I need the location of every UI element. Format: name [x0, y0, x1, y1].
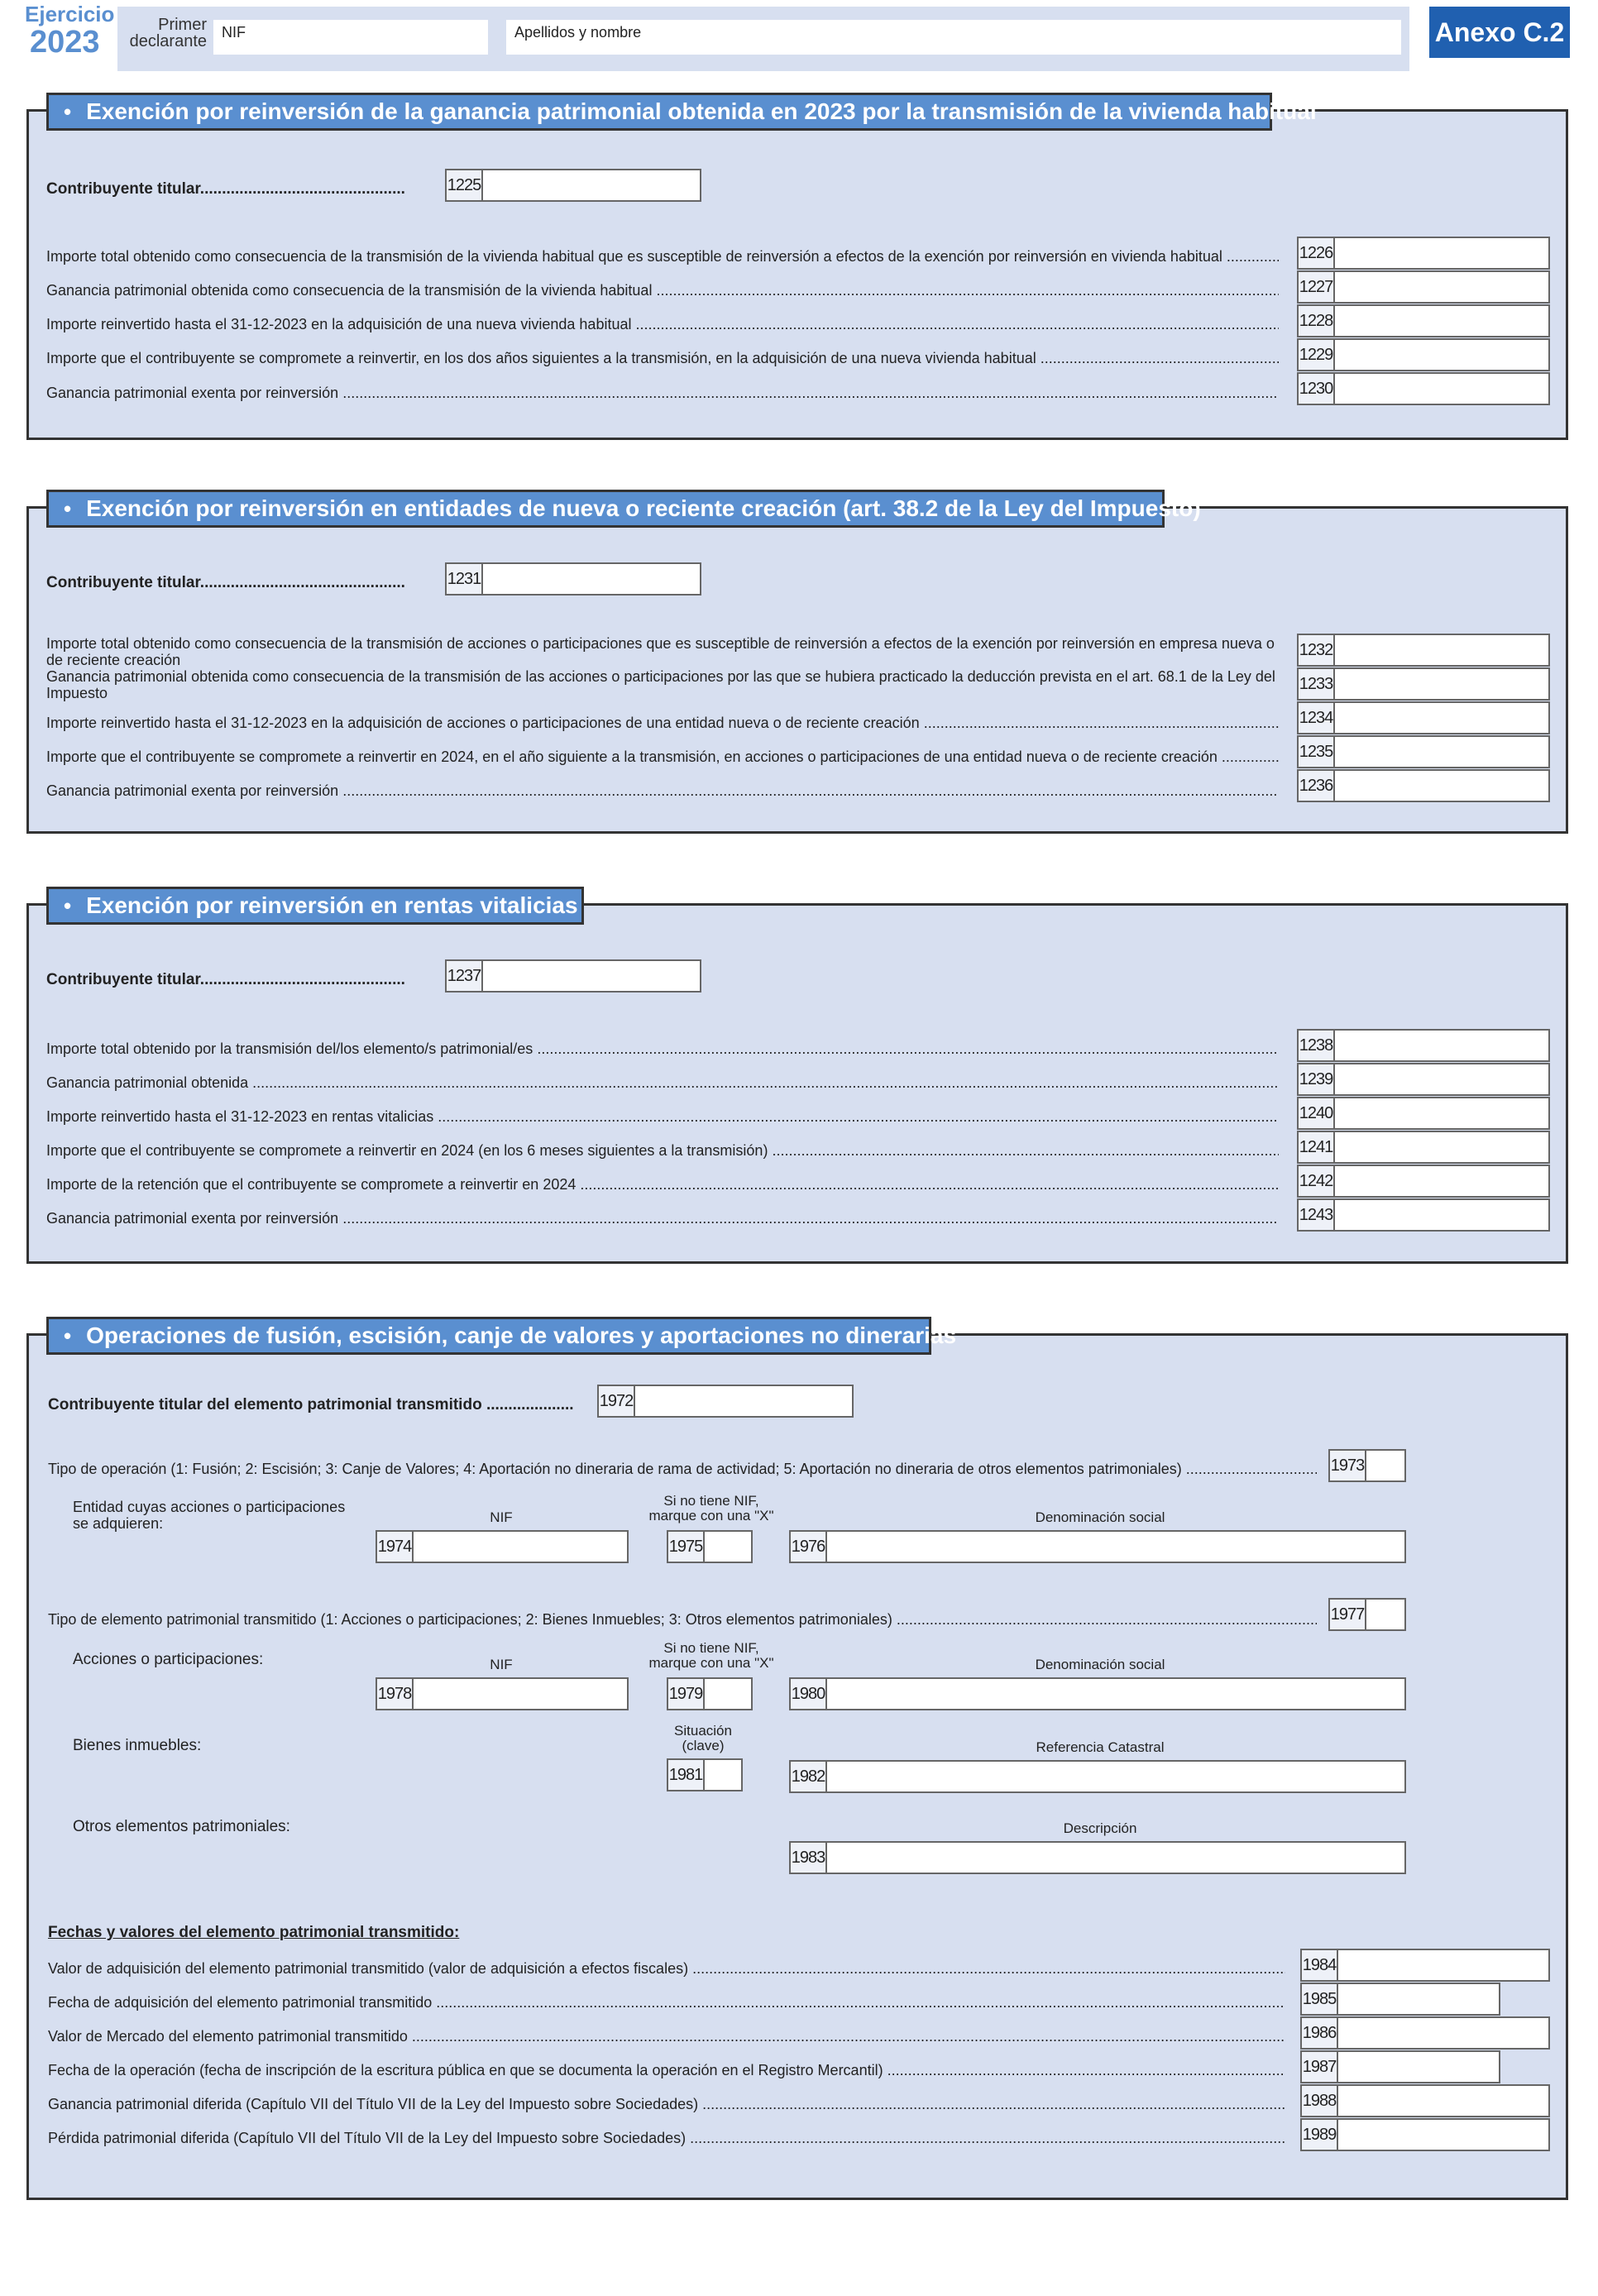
field-1238[interactable]: 1238: [1297, 1029, 1550, 1062]
field-1987[interactable]: 1987: [1300, 2050, 1500, 2083]
descripcion-col-label: Descripción: [1063, 1820, 1137, 1836]
row-label-1232: Importe total obtenido como consecuencia de la transmisión de acciones o participaciones que es susceptible de reinversión a efectos de la exención por reinversión en empresa nueva o de reciente creación: [46, 635, 1275, 668]
field-1240[interactable]: 1240: [1297, 1097, 1550, 1130]
titular-field-1231[interactable]: 1231: [445, 562, 701, 596]
row-label-1239: Ganancia patrimonial obtenida .....: [46, 1074, 1279, 1092]
otros-elementos-label: Otros elementos patrimoniales:: [73, 1818, 290, 1835]
field-1977[interactable]: 1977: [1328, 1598, 1406, 1631]
field-1978[interactable]: 1978: [376, 1677, 629, 1710]
section-title-vivienda: • Exención por reinversión de la ganancia patrimonial obtenida en 2023 por la transmisión de la vivienda habitual: [46, 93, 1272, 131]
titular-label: Contribuyente titular...............................................: [46, 971, 405, 988]
field-1228[interactable]: 1228: [1297, 304, 1550, 337]
field-1981[interactable]: 1981: [667, 1758, 743, 1791]
ejercicio-label: Ejercicio: [25, 2, 115, 26]
titular-field-1972[interactable]: 1972: [597, 1385, 854, 1418]
tipo-operacion-label: Tipo de operación (1: Fusión; 2: Escisión; 3: Canje de Valores; 4: Aportación no dineraria de rama de actividad; 5: Aportación no dineraria de otros elementos patrimoniales) .....: [48, 1461, 1317, 1478]
field-1233[interactable]: 1233: [1297, 667, 1550, 701]
nif-col-label: NIF: [490, 1509, 513, 1525]
bullet-icon: •: [64, 98, 72, 124]
entidad-label: Entidad cuyas acciones o participaciones se adquieren:: [73, 1499, 346, 1532]
field-1242[interactable]: 1242: [1297, 1165, 1550, 1198]
row-label-1240: Importe reinvertido hasta el 31-12-2023 en rentas vitalicias .....: [46, 1108, 1279, 1126]
field-1232[interactable]: 1232: [1297, 634, 1550, 667]
field-1979[interactable]: 1979: [667, 1677, 753, 1710]
denominacion-col-label: Denominación social: [1035, 1657, 1165, 1672]
nif-col-label: NIF: [490, 1657, 513, 1672]
situacion-col-label: Situación (clave): [674, 1723, 732, 1753]
row-label-1243: Ganancia patrimonial exenta por reinversión .....: [46, 1210, 1279, 1227]
titular-label: Contribuyente titular...............................................: [46, 180, 405, 198]
field-1243[interactable]: 1243: [1297, 1198, 1550, 1232]
titular-label: Contribuyente titular...............................................: [46, 574, 405, 591]
titular-elemento-label: Contribuyente titular del elemento patrimonial transmitido ....................: [48, 1396, 574, 1413]
field-1985[interactable]: 1985: [1300, 1983, 1500, 2016]
row-label-1234: Importe reinvertido hasta el 31-12-2023 en la adquisición de acciones o participaciones de una entidad nueva o de reciente creación .....: [46, 715, 1279, 732]
sin-nif-col-label: Si no tiene NIF, marque con una "X": [648, 1493, 774, 1523]
row-label-1235: Importe que el contribuyente se compromete a reinvertir en 2024, en el año siguiente a la transmisión, en acciones o participaciones de una entidad nueva o de reciente creación .....: [46, 749, 1279, 766]
field-1974[interactable]: 1974: [376, 1530, 629, 1563]
referencia-col-label: Referencia Catastral: [1036, 1739, 1165, 1755]
row-label-1229: Importe que el contribuyente se compromete a reinvertir, en los dos años siguientes a la transmisión, en la adquisición de una nueva vivienda habitual .....: [46, 350, 1279, 367]
section-title-rentas-vitalicias: • Exención por reinversión en rentas vitalicias: [46, 887, 584, 925]
fechas-valores-title: Fechas y valores del elemento patrimonial transmitido:: [48, 1924, 460, 1941]
row-label-1227: Ganancia patrimonial obtenida como consecuencia de la transmisión de la vivienda habitual .....: [46, 282, 1279, 299]
primer-declarante-label: Primer declarante: [129, 16, 207, 50]
field-1986[interactable]: 1986: [1300, 2016, 1550, 2050]
row-label-1233: Ganancia patrimonial obtenida como consecuencia de la transmisión de las acciones o participaciones por las que se hubiera practicado la deducción prevista en el art. 68.1 de la Ley del Impuesto: [46, 668, 1275, 701]
bullet-icon: •: [64, 495, 72, 521]
ejercicio-year: 2023: [30, 25, 100, 60]
section-title-fusion-escision: • Operaciones de fusión, escisión, canje de valores y aportaciones no dinerarias: [46, 1317, 931, 1355]
row-label-1238: Importe total obtenido por la transmisión del/los elemento/s patrimonial/es .....: [46, 1040, 1279, 1058]
row-label-1986: Valor de Mercado del elemento patrimonial transmitido .....: [48, 2028, 1285, 2045]
field-1226[interactable]: 1226: [1297, 237, 1550, 270]
field-1235[interactable]: 1235: [1297, 735, 1550, 768]
bullet-icon: •: [64, 1323, 72, 1348]
row-label-1984: Valor de adquisición del elemento patrimonial transmitido (valor de adquisición a efectos fiscales) .....: [48, 1960, 1285, 1978]
bullet-icon: •: [64, 892, 72, 918]
row-label-1236: Ganancia patrimonial exenta por reinversión .....: [46, 782, 1279, 800]
row-label-1987: Fecha de la operación (fecha de inscripción de la escritura pública en que se documenta la operación en el Registro Mercantil) .....: [48, 2062, 1285, 2079]
row-label-1241: Importe que el contribuyente se compromete a reinvertir en 2024 (en los 6 meses siguientes a la transmisión) .....: [46, 1142, 1279, 1160]
field-1989[interactable]: 1989: [1300, 2118, 1550, 2151]
field-1234[interactable]: 1234: [1297, 701, 1550, 734]
field-1982[interactable]: 1982: [789, 1760, 1406, 1793]
field-1236[interactable]: 1236: [1297, 769, 1550, 802]
field-1988[interactable]: 1988: [1300, 2084, 1550, 2117]
row-label-1985: Fecha de adquisición del elemento patrimonial transmitido .....: [48, 1994, 1285, 2011]
field-1983[interactable]: 1983: [789, 1841, 1406, 1874]
titular-field-1237[interactable]: 1237: [445, 959, 701, 993]
denominacion-col-label: Denominación social: [1035, 1509, 1165, 1525]
tipo-elemento-label: Tipo de elemento patrimonial transmitido (1: Acciones o participaciones; 2: Bienes Inmuebles; 3: Otros elementos patrimoniales) .....: [48, 1611, 1317, 1629]
bienes-inmuebles-label: Bienes inmuebles:: [73, 1737, 202, 1754]
row-label-1226: Importe total obtenido como consecuencia de la transmisión de la vivienda habitual que es susceptible de reinversión a efectos de la exención por reinversión en vivienda habitual .....: [46, 248, 1279, 265]
nif-field[interactable]: NIF: [213, 20, 488, 55]
acciones-label: Acciones o participaciones:: [73, 1651, 264, 1668]
field-1230[interactable]: 1230: [1297, 372, 1550, 405]
field-1973[interactable]: 1973: [1328, 1449, 1406, 1482]
row-label-1228: Importe reinvertido hasta el 31-12-2023 en la adquisición de una nueva vivienda habitual .....: [46, 316, 1279, 333]
field-1239[interactable]: 1239: [1297, 1063, 1550, 1096]
row-label-1988: Ganancia patrimonial diferida (Capítulo VII del Título VII de la Ley del Impuesto sobre Sociedades) .....: [48, 2096, 1285, 2113]
field-1229[interactable]: 1229: [1297, 338, 1550, 371]
section-title-nueva-creacion: • Exención por reinversión en entidades de nueva o reciente creación (art. 38.2 de la Ley del Impuesto): [46, 490, 1165, 528]
row-label-1242: Importe de la retención que el contribuyente se compromete a reinvertir en 2024 .....: [46, 1176, 1279, 1193]
field-1975[interactable]: 1975: [667, 1530, 753, 1563]
row-label-1230: Ganancia patrimonial exenta por reinversión .....: [46, 385, 1279, 402]
anexo-badge: Anexo C.2: [1429, 7, 1570, 58]
sin-nif-col-label: Si no tiene NIF, marque con una "X": [648, 1640, 774, 1671]
field-1984[interactable]: 1984: [1300, 1949, 1550, 1982]
titular-field-1225[interactable]: 1225: [445, 169, 701, 202]
row-label-1989: Pérdida patrimonial diferida (Capítulo VII del Título VII de la Ley del Impuesto sobre Sociedades) .....: [48, 2130, 1285, 2147]
field-1227[interactable]: 1227: [1297, 270, 1550, 304]
field-1976[interactable]: 1976: [789, 1530, 1406, 1563]
apellidos-nombre-field[interactable]: Apellidos y nombre: [506, 20, 1401, 55]
field-1980[interactable]: 1980: [789, 1677, 1406, 1710]
field-1241[interactable]: 1241: [1297, 1131, 1550, 1164]
